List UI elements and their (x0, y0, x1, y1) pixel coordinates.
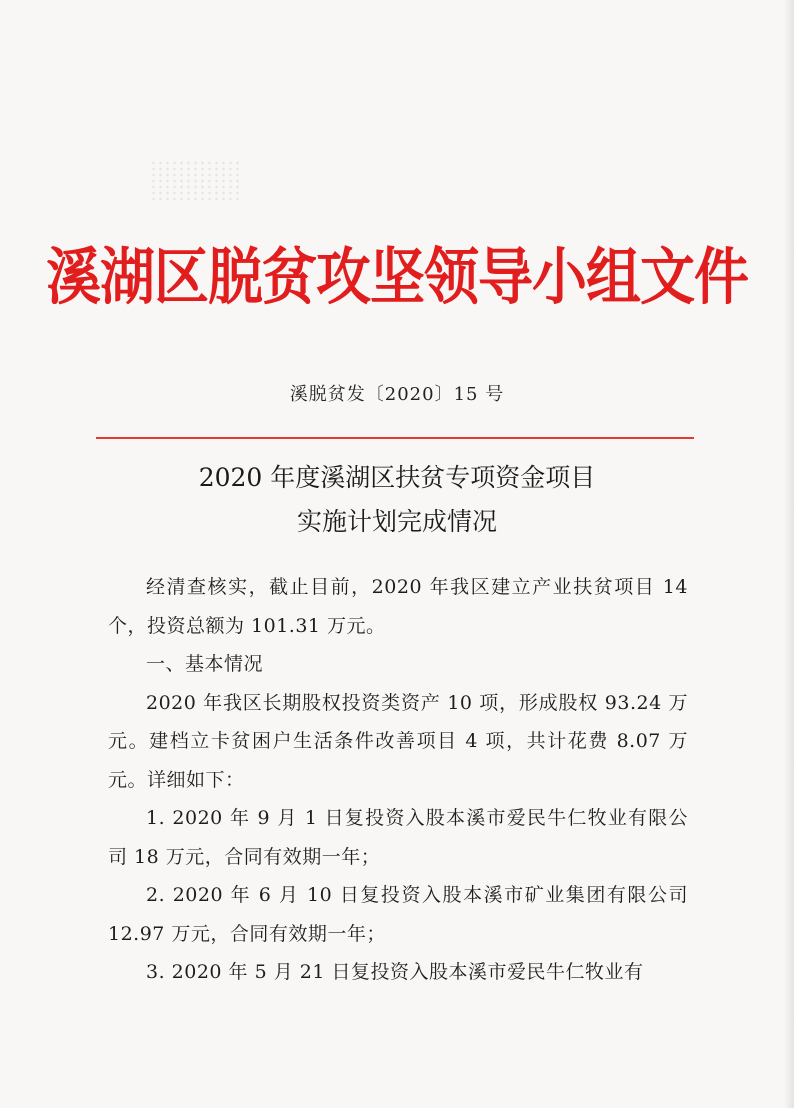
document-title-line-2: 实施计划完成情况 (296, 507, 497, 536)
list-item-1: 1. 2020 年 9 月 1 日复投资入股本溪市爱民牛仁牧业有限公司 18 万元，合同有效期一年； (108, 807, 688, 868)
list-item-2: 2. 2020 年 6 月 10 日复投资入股本溪市矿业集团有限公司 12.97 万元，合同有效期一年； (108, 884, 688, 945)
org-header-title: 溪湖区脱贫攻坚领导小组文件 (45, 240, 748, 313)
page-edge-shadow (784, 0, 794, 1108)
document-body (108, 568, 688, 992)
document-title-line-1: 2020 年度溪湖区扶贫专项资金项目 (198, 463, 596, 492)
red-divider-line (96, 437, 694, 439)
scan-speckle (150, 160, 240, 200)
document-title (0, 456, 794, 544)
body-paragraph-overview: 2020 年我区长期股权投资类资产 10 项，形成股权 93.24 万元。建档立卡贫困户生活条件改善项目 4 项，共计花费 8.07 万元。详细如下： (108, 691, 688, 791)
list-item-3: 3. 2020 年 5 月 21 日复投资入股本溪市爱民牛仁牧业有 (146, 961, 644, 983)
body-paragraph-summary: 经清查核实，截止目前，2020 年我区建立产业扶贫项目 14 个，投资总额为 101.31 万元。 (108, 576, 688, 637)
section-heading-basic-situation: 一、基本情况 (146, 653, 264, 675)
document-number: 溪脱贫发〔2020〕15 号 (289, 384, 505, 405)
